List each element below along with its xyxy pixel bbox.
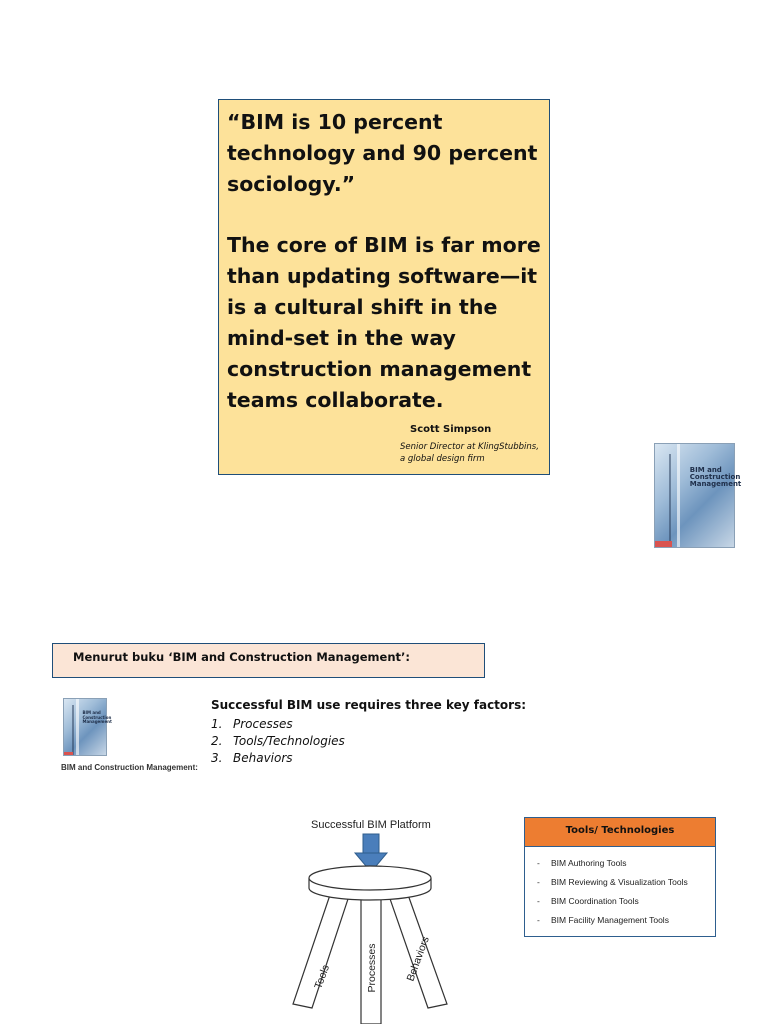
factor-behaviors: Behaviors bbox=[233, 751, 293, 765]
quote-explanation: The core of BIM is far more than updating software—it is a cultural shift in the mind-set in the way construction management teams collaborate. bbox=[227, 233, 541, 412]
factor-processes: Processes bbox=[233, 717, 293, 731]
source-note-box bbox=[52, 643, 485, 678]
tools-technologies-box bbox=[524, 817, 716, 937]
factors-heading: Successful BIM use requires three key factors: bbox=[211, 698, 527, 712]
tool-item: BIM Authoring Tools bbox=[551, 858, 627, 868]
factor-tools: Tools/Technologies bbox=[233, 734, 345, 748]
quote-box bbox=[218, 99, 550, 475]
leg-label-tools: Tools bbox=[312, 963, 333, 991]
list-item: - BIM Reviewing & Visualization Tools bbox=[537, 877, 688, 887]
list-number: 2. bbox=[211, 734, 223, 748]
list-item: - BIM Facility Management Tools bbox=[537, 915, 669, 925]
quote-statement: “BIM is 10 percent technology and 90 percent sociology.” bbox=[227, 110, 538, 196]
book-cover-title: BIM and Construction Management bbox=[689, 465, 742, 489]
tools-box-title: Tools/ Technologies bbox=[565, 825, 675, 836]
tool-item: BIM Facility Management Tools bbox=[551, 915, 669, 925]
tool-item: BIM Coordination Tools bbox=[551, 896, 639, 906]
leg-label-behaviors: Behaviors bbox=[404, 934, 432, 983]
list-item bbox=[211, 733, 345, 750]
quote-author-role: Senior Director at KlingStubbins, bbox=[400, 442, 539, 452]
list-item bbox=[211, 716, 345, 733]
list-number: 1. bbox=[211, 717, 223, 731]
leg-label-processes: Processes bbox=[366, 943, 378, 993]
list-item: - BIM Authoring Tools bbox=[537, 858, 627, 868]
book-caption: BIM and Construction Management: bbox=[61, 763, 198, 772]
list-item: - BIM Coordination Tools bbox=[537, 896, 639, 906]
tool-item: BIM Reviewing & Visualization Tools bbox=[551, 877, 688, 887]
quote-author: Scott Simpson bbox=[410, 424, 492, 435]
tools-box-header bbox=[525, 818, 715, 847]
list-item bbox=[211, 750, 345, 767]
list-number: 3. bbox=[211, 751, 223, 765]
factors-list bbox=[211, 716, 345, 767]
quote-author-firm: a global design firm bbox=[400, 454, 485, 464]
source-note-text: Menurut buku ‘BIM and Construction Management’: bbox=[73, 650, 410, 664]
book-cover-thumbnail bbox=[63, 698, 112, 756]
stool-seat bbox=[309, 866, 431, 900]
stool-diagram-title: Successful BIM Platform bbox=[311, 819, 431, 831]
stool-diagram bbox=[285, 830, 455, 1024]
tools-list bbox=[537, 854, 688, 930]
book-thumbnail-title: BIM and Construction Management bbox=[82, 710, 112, 724]
book-cover-image bbox=[654, 443, 742, 548]
